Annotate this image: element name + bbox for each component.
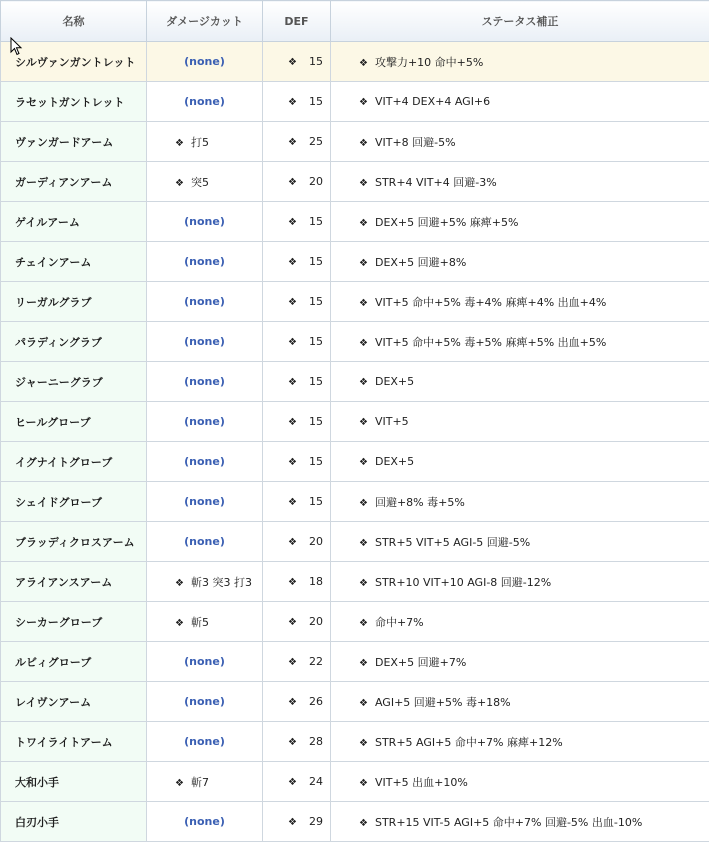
diamond-bullet-icon: ❖ — [175, 177, 184, 189]
def-value: 15 — [309, 335, 323, 348]
damage-cut-value: 突5 — [190, 175, 209, 189]
item-name-cell: リーガルグラブ — [1, 282, 147, 322]
table-row — [1, 762, 709, 802]
item-name-cell: ヒールグローブ — [1, 402, 147, 442]
status-bonus-value: DEX+5 回避+7% — [374, 655, 467, 669]
def-value: 20 — [309, 535, 323, 548]
def-cell — [263, 642, 331, 682]
diamond-bullet-icon: ❖ — [288, 257, 297, 268]
diamond-bullet-icon: ❖ — [288, 777, 297, 788]
def-value: 22 — [309, 655, 323, 668]
item-name-cell: トワイライトアーム — [1, 722, 147, 762]
def-value: 15 — [309, 375, 323, 388]
none-value: (none) — [184, 495, 225, 508]
def-cell — [263, 802, 331, 842]
damage-cut-value: 斬3 突3 打3 — [190, 575, 252, 589]
diamond-bullet-icon: ❖ — [359, 57, 368, 69]
status-bonus-cell — [331, 722, 709, 762]
item-name-cell: パラディングラブ — [1, 322, 147, 362]
damage-cut-cell — [147, 402, 263, 442]
status-bonus-cell — [331, 82, 709, 122]
status-bonus-cell — [331, 482, 709, 522]
diamond-bullet-icon: ❖ — [359, 337, 368, 349]
def-value: 15 — [309, 215, 323, 228]
none-value: (none) — [184, 415, 225, 428]
status-bonus-value: 命中+7% — [374, 615, 424, 629]
def-value: 28 — [309, 735, 323, 748]
diamond-bullet-icon: ❖ — [288, 497, 297, 508]
diamond-bullet-icon: ❖ — [288, 57, 297, 68]
diamond-bullet-icon: ❖ — [359, 137, 368, 149]
def-cell — [263, 122, 331, 162]
damage-cut-cell — [147, 282, 263, 322]
diamond-bullet-icon: ❖ — [359, 177, 368, 189]
damage-cut-cell — [147, 442, 263, 482]
diamond-bullet-icon: ❖ — [359, 97, 368, 108]
status-bonus-cell — [331, 362, 709, 402]
damage-cut-cell — [147, 362, 263, 402]
diamond-bullet-icon: ❖ — [359, 457, 368, 468]
damage-cut-cell — [147, 602, 263, 642]
item-name-cell: ヴァンガードアーム — [1, 122, 147, 162]
damage-cut-cell — [147, 682, 263, 722]
column-header-def[interactable]: DEF — [263, 1, 331, 42]
diamond-bullet-icon: ❖ — [359, 217, 368, 229]
status-bonus-cell — [331, 642, 709, 682]
diamond-bullet-icon: ❖ — [288, 177, 297, 188]
item-name-cell: イグナイトグローブ — [1, 442, 147, 482]
damage-cut-cell — [147, 242, 263, 282]
def-value: 18 — [309, 575, 323, 588]
status-bonus-cell — [331, 242, 709, 282]
def-cell — [263, 482, 331, 522]
table-row — [1, 402, 709, 442]
table-row — [1, 722, 709, 762]
item-name-cell: レイヴンアーム — [1, 682, 147, 722]
damage-cut-cell — [147, 522, 263, 562]
table-row — [1, 602, 709, 642]
status-bonus-value: 攻撃力+10 命中+5% — [374, 55, 484, 69]
diamond-bullet-icon: ❖ — [288, 337, 297, 348]
def-cell — [263, 82, 331, 122]
column-header-damage-cut[interactable]: ダメージカット — [147, 1, 263, 42]
none-value: (none) — [184, 335, 225, 348]
damage-cut-value: 斬5 — [190, 615, 209, 629]
status-bonus-value: STR+15 VIT-5 AGI+5 命中+7% 回避-5% 出血-10% — [374, 815, 643, 829]
def-value: 29 — [309, 815, 323, 828]
diamond-bullet-icon: ❖ — [288, 617, 297, 628]
damage-cut-cell — [147, 802, 263, 842]
diamond-bullet-icon: ❖ — [288, 417, 297, 428]
def-cell — [263, 202, 331, 242]
damage-cut-cell — [147, 642, 263, 682]
diamond-bullet-icon: ❖ — [288, 697, 297, 708]
damage-cut-cell — [147, 202, 263, 242]
status-bonus-cell — [331, 682, 709, 722]
item-name-cell: 大和小手 — [1, 762, 147, 802]
def-cell — [263, 282, 331, 322]
diamond-bullet-icon: ❖ — [359, 577, 368, 589]
status-bonus-cell — [331, 202, 709, 242]
def-cell — [263, 42, 331, 82]
diamond-bullet-icon: ❖ — [288, 457, 297, 468]
diamond-bullet-icon: ❖ — [288, 817, 297, 828]
status-bonus-cell — [331, 42, 709, 82]
diamond-bullet-icon: ❖ — [288, 297, 297, 308]
def-cell — [263, 522, 331, 562]
diamond-bullet-icon: ❖ — [288, 537, 297, 548]
table-row — [1, 242, 709, 282]
status-bonus-value: STR+5 AGI+5 命中+7% 麻痺+12% — [374, 735, 563, 749]
damage-cut-cell — [147, 42, 263, 82]
status-bonus-value: DEX+5 回避+8% — [374, 255, 467, 269]
table-row — [1, 482, 709, 522]
item-name-cell: ルビィグローブ — [1, 642, 147, 682]
damage-cut-cell — [147, 482, 263, 522]
table-row — [1, 562, 709, 602]
table-row — [1, 122, 709, 162]
status-bonus-value: VIT+5 出血+10% — [374, 775, 468, 789]
damage-cut-cell — [147, 82, 263, 122]
diamond-bullet-icon: ❖ — [288, 577, 297, 588]
status-bonus-cell — [331, 762, 709, 802]
diamond-bullet-icon: ❖ — [359, 537, 368, 549]
damage-cut-cell — [147, 322, 263, 362]
status-bonus-cell — [331, 442, 709, 482]
status-bonus-value: DEX+5 — [374, 375, 415, 388]
diamond-bullet-icon: ❖ — [288, 657, 297, 668]
item-name-cell: ゲイルアーム — [1, 202, 147, 242]
diamond-bullet-icon: ❖ — [359, 737, 368, 749]
def-cell — [263, 682, 331, 722]
status-bonus-value: STR+5 VIT+5 AGI-5 回避-5% — [374, 535, 531, 549]
def-value: 15 — [309, 415, 323, 428]
item-name-cell: シェイドグローブ — [1, 482, 147, 522]
table-row — [1, 42, 709, 82]
diamond-bullet-icon: ❖ — [175, 617, 184, 629]
def-value: 20 — [309, 615, 323, 628]
none-value: (none) — [184, 255, 225, 268]
none-value: (none) — [184, 815, 225, 828]
def-cell — [263, 722, 331, 762]
diamond-bullet-icon: ❖ — [288, 97, 297, 108]
diamond-bullet-icon: ❖ — [359, 497, 368, 509]
def-cell — [263, 762, 331, 802]
table-row — [1, 82, 709, 122]
table-row — [1, 202, 709, 242]
none-value: (none) — [184, 735, 225, 748]
diamond-bullet-icon: ❖ — [175, 137, 184, 149]
status-bonus-value: VIT+4 DEX+4 AGI+6 — [374, 95, 491, 108]
damage-cut-cell — [147, 162, 263, 202]
def-cell — [263, 442, 331, 482]
def-value: 15 — [309, 95, 323, 108]
damage-cut-cell — [147, 562, 263, 602]
status-bonus-value: STR+10 VIT+10 AGI-8 回避-12% — [374, 575, 552, 589]
status-bonus-value: STR+4 VIT+4 回避-3% — [374, 175, 497, 189]
item-name-cell: チェインアーム — [1, 242, 147, 282]
def-value: 24 — [309, 775, 323, 788]
none-value: (none) — [184, 375, 225, 388]
status-bonus-value: VIT+5 — [374, 415, 409, 428]
status-bonus-cell — [331, 402, 709, 442]
damage-cut-value: 打5 — [190, 135, 209, 149]
item-name-cell: ガーディアンアーム — [1, 162, 147, 202]
status-bonus-cell — [331, 322, 709, 362]
diamond-bullet-icon: ❖ — [359, 377, 368, 388]
damage-cut-cell — [147, 122, 263, 162]
none-value: (none) — [184, 215, 225, 228]
status-bonus-cell — [331, 602, 709, 642]
def-cell — [263, 322, 331, 362]
def-cell — [263, 562, 331, 602]
diamond-bullet-icon: ❖ — [288, 737, 297, 748]
table-row — [1, 362, 709, 402]
none-value: (none) — [184, 295, 225, 308]
def-value: 15 — [309, 295, 323, 308]
def-cell — [263, 402, 331, 442]
def-value: 15 — [309, 255, 323, 268]
none-value: (none) — [184, 95, 225, 108]
table-row — [1, 522, 709, 562]
status-bonus-cell — [331, 122, 709, 162]
diamond-bullet-icon: ❖ — [288, 377, 297, 388]
def-cell — [263, 242, 331, 282]
status-bonus-value: DEX+5 回避+5% 麻痺+5% — [374, 215, 519, 229]
none-value: (none) — [184, 535, 225, 548]
header-row — [1, 1, 709, 42]
column-header-status[interactable]: ステータス補正 — [331, 1, 709, 42]
table-row — [1, 162, 709, 202]
diamond-bullet-icon: ❖ — [359, 297, 368, 309]
def-value: 15 — [309, 495, 323, 508]
table-row — [1, 682, 709, 722]
diamond-bullet-icon: ❖ — [175, 777, 184, 789]
diamond-bullet-icon: ❖ — [359, 817, 368, 829]
item-name-cell: アライアンスアーム — [1, 562, 147, 602]
diamond-bullet-icon: ❖ — [288, 217, 297, 228]
status-bonus-cell — [331, 562, 709, 602]
item-name-cell: ブラッディクロスアーム — [1, 522, 147, 562]
def-value: 26 — [309, 695, 323, 708]
damage-cut-cell — [147, 762, 263, 802]
table-row — [1, 802, 709, 842]
none-value: (none) — [184, 655, 225, 668]
table-row — [1, 642, 709, 682]
table-row — [1, 442, 709, 482]
item-name-cell: シーカーグローブ — [1, 602, 147, 642]
diamond-bullet-icon: ❖ — [359, 257, 368, 269]
status-bonus-value: VIT+5 命中+5% 毒+5% 麻痺+5% 出血+5% — [374, 335, 607, 349]
none-value: (none) — [184, 455, 225, 468]
status-bonus-value: VIT+5 命中+5% 毒+4% 麻痺+4% 出血+4% — [374, 295, 607, 309]
status-bonus-value: DEX+5 — [374, 455, 415, 468]
none-value: (none) — [184, 695, 225, 708]
none-value: (none) — [184, 55, 225, 68]
status-bonus-value: 回避+8% 毒+5% — [374, 495, 465, 509]
item-name-cell: ジャーニーグラブ — [1, 362, 147, 402]
table-row — [1, 322, 709, 362]
item-name-cell: 白刃小手 — [1, 802, 147, 842]
status-bonus-cell — [331, 802, 709, 842]
damage-cut-value: 斬7 — [190, 775, 209, 789]
diamond-bullet-icon: ❖ — [175, 577, 184, 589]
def-value: 25 — [309, 135, 323, 148]
table-body — [1, 42, 709, 842]
diamond-bullet-icon: ❖ — [359, 777, 368, 789]
def-cell — [263, 162, 331, 202]
def-cell — [263, 362, 331, 402]
diamond-bullet-icon: ❖ — [288, 137, 297, 148]
status-bonus-cell — [331, 162, 709, 202]
table-row — [1, 282, 709, 322]
item-name-cell: ラセットガントレット — [1, 82, 147, 122]
def-value: 15 — [309, 455, 323, 468]
column-header-name[interactable]: 名称 — [1, 1, 147, 42]
status-bonus-cell — [331, 522, 709, 562]
diamond-bullet-icon: ❖ — [359, 617, 368, 629]
status-bonus-cell — [331, 282, 709, 322]
def-value: 20 — [309, 175, 323, 188]
status-bonus-value: VIT+8 回避-5% — [374, 135, 456, 149]
diamond-bullet-icon: ❖ — [359, 417, 368, 428]
item-name-cell: シルヴァンガントレット — [1, 42, 147, 82]
status-bonus-value: AGI+5 回避+5% 毒+18% — [374, 695, 511, 709]
def-value: 15 — [309, 55, 323, 68]
damage-cut-cell — [147, 722, 263, 762]
diamond-bullet-icon: ❖ — [359, 657, 368, 669]
diamond-bullet-icon: ❖ — [359, 697, 368, 709]
def-cell — [263, 602, 331, 642]
